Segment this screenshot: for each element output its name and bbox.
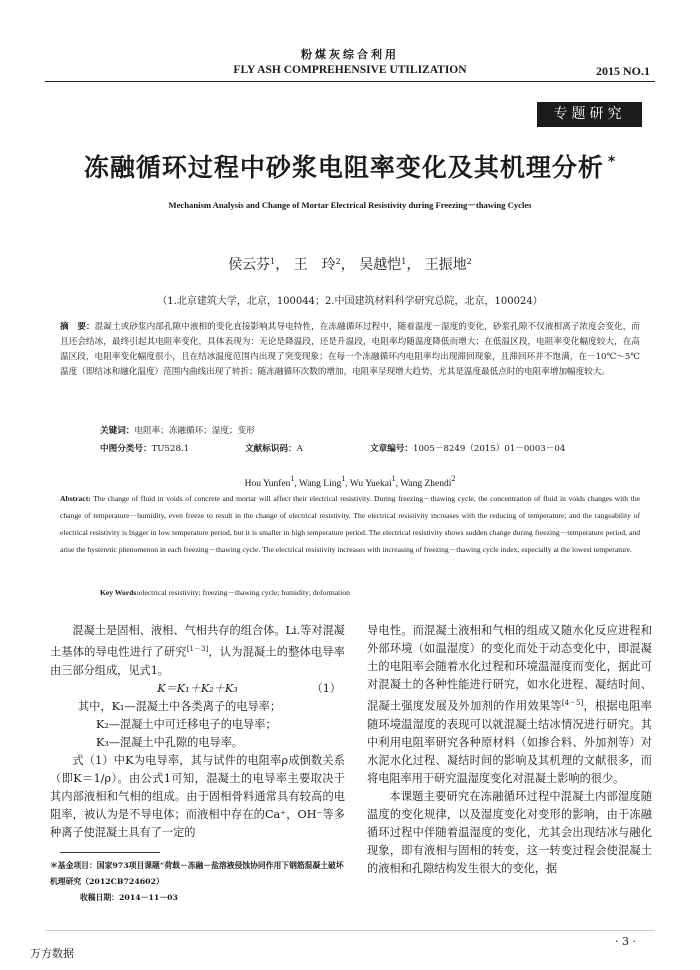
author-separator: ，	[275, 257, 290, 273]
keywords-text: 电阻率；冻融循环；湿度；变形	[134, 426, 255, 436]
paragraph	[367, 622, 652, 788]
author-affil-mark: 2	[335, 257, 341, 266]
definition-line: K₂—混凝土中可迁移电子的电导率；	[96, 717, 277, 731]
title-footnote-mark: *	[607, 154, 617, 170]
author-name: 王 玲	[293, 257, 336, 273]
author-list-cn	[0, 254, 700, 274]
section-tag: 专题研究	[537, 102, 642, 127]
author-name-en: Wang Zhendi	[400, 479, 452, 489]
keywords-label: 关键词：	[100, 426, 135, 436]
citation: [1－3]	[186, 645, 209, 653]
page-number: · 3 ·	[615, 935, 636, 948]
author-separator: ，	[340, 257, 355, 273]
article-no-label: 文章编号：	[370, 444, 413, 454]
abstract-label: 摘 要：	[60, 322, 95, 332]
keywords-text-en: electrical resistivity; freezing－thawing cycle; humidity; deformation	[138, 588, 350, 597]
paragraph	[50, 622, 345, 680]
author-affil-mark: 1	[270, 257, 276, 266]
author-separator: ，	[406, 257, 421, 273]
footnote	[50, 858, 350, 906]
keywords-label-en: Key Words:	[100, 588, 139, 597]
keywords-en	[100, 587, 350, 598]
abstract-text: 混凝土或砂浆内部孔隙中液相的变化直接影响其导电特性，在冻融循环过程中，随着温度－湿度的变化，砂浆孔隙不仅液相离子浓度会变化，而且还会结冰，最终引起其电阻率变化，具体表现为：无论是降温段，还是升温段，电阻率均随温度降低而增大；在低温区段，电阻率变化幅度较大，在高温区段，电阻率变化幅度很小，且在结冰温度范围内出现了突变现象；在每一个冻融循环内电阻率均出现滞回现象，且滞回环并不饱满，在－10℃～5℃温度（即结冰和融化温度）范围内曲线出现了转折；随冻融循环次数的增加，电阻率呈现增大趋势，尤其是温度最低点时的电阻率增加幅度较大。	[60, 322, 640, 377]
equation	[50, 680, 345, 698]
equation-text: K＝K₁＋K₂＋K₃	[157, 681, 238, 695]
author-affil-mark: 2	[451, 474, 456, 483]
clc-label: 中图分类号：	[100, 444, 152, 454]
author-separator: ,	[345, 479, 350, 489]
author-separator: ,	[294, 479, 299, 489]
watermark: 万方数据	[30, 947, 74, 960]
journal-name-en: FLY ASH COMPREHENSIVE UTILIZATION	[233, 64, 467, 76]
doc-code-label: 文献标识码：	[245, 444, 297, 454]
citation: [4－5]	[561, 699, 584, 707]
fund-note: ＊基金项目：国家973项目课题“荷载－冻融－盐溶液侵蚀协同作用下钢筋混凝土破坏机理研究（2012CB724602）	[50, 861, 344, 886]
definition-line: K₃—混凝土中孔隙的电导率。	[96, 735, 244, 749]
paragraph-text: ，根据电阻率随环境温湿度的表现可以就混凝土结冰情况进行研究。其中利用电阻率研究各种原材料（如掺合料、外加剂等）对水泥水化过程、凝结时间的影响及其机理的文献很多，而将电阻率用于研究温湿度变化对混凝土影响的很少。	[367, 699, 652, 785]
keywords-cn	[100, 424, 255, 436]
author-name: 吴越恺	[359, 257, 402, 273]
affiliation-cn: （1.北京建筑大学，北京，100044；2.中国建筑材料科学研究总院，北京，100024）	[157, 296, 543, 307]
doc-code-value: A	[296, 444, 303, 454]
author-name-en: Wang Ling	[299, 479, 342, 489]
issue-number: 2015 NO.1	[596, 64, 650, 78]
paragraph-text: 混凝土是固相、液相、气相共存的组合体。Li.等对混凝土基体的导电性进行了研究	[50, 624, 345, 659]
received-date: 收稿日期：2014－11－03	[80, 893, 178, 902]
abstract-en	[60, 490, 640, 558]
clc-value: TU528.1	[151, 444, 190, 454]
author-affil-mark: 1	[401, 257, 407, 266]
abstract-text-en: The change of fluid in voids of concrete and mortar will affect their electrical resistivity. During freezing－thawing cycle, the concentration of fluid in voids changes with the change of temperature－humidity, even freeze to result in the change of electrical resistivity. The electrical resistivity increases with the reducing of temperature; and the rangeability of electrical resistivity is bigger in low temperature period, but it is smaller in high temperature period. The electrical resistivity shows sudden change during freezing－temperature period, and arise the hysteretic phenomenon in each freezing－thawing cycle. The electrical resistivity increases with increasing of freezing－thawing cycle index, especially at the lowest temperature.	[60, 494, 640, 554]
author-separator: ,	[395, 479, 401, 489]
author-name: 王振地	[424, 257, 467, 273]
footnote-divider	[60, 852, 160, 853]
body-column-right	[367, 622, 652, 878]
author-name: 侯云芬	[228, 257, 271, 273]
paragraph: 式（1）中K为电导率，其与试件的电阻率ρ成倒数关系（即K＝1/ρ）。由公式1可知，混凝土的电导率主要取决于其内部液相和气相的组成。由于固相骨料通常具有较高的电阻率，被认为是不导电体；而液相中存在的Ca⁺，OH⁻等多种离子使混凝土具有了一定的	[50, 753, 345, 839]
author-affil-mark: 1	[290, 474, 295, 483]
abstract-label-en: Abstract:	[60, 494, 91, 503]
abstract-cn	[60, 320, 640, 380]
article-title-en: Mechanism Analysis and Change of Mortar Electrical Resistivity during Freezing－thawing Cycles	[168, 200, 532, 210]
header-divider	[45, 81, 655, 82]
author-affil-mark: 2	[466, 257, 472, 266]
author-affil-mark: 1	[341, 474, 346, 483]
author-name-en: Hou Yunfen	[244, 479, 291, 489]
definition-line: 其中，K₁—混凝土中各类离子的电导率；	[78, 699, 282, 713]
equation-number: （1）	[311, 681, 341, 695]
paragraph-text: 导电性。而混凝土液相和气相的组成又随水化反应进程和外部环境（如温湿度）的变化而处于动态变化中，即混凝土的电阻率会随着水化过程和环境温湿度而变化，据此可对混凝土的各种性能进行研究，如水化进程、凝结时间、混凝土强度发展及外加剂的作用效果等	[367, 624, 652, 713]
body-column-left	[50, 622, 345, 842]
paragraph-text: ，认为混凝土的整体电导率由三部分组成，见式1。	[50, 645, 345, 677]
page-bottom-divider	[45, 930, 655, 931]
journal-name-cn: 粉煤灰综合利用	[301, 48, 399, 61]
paragraph: 本课题主要研究在冻融循环过程中混凝土内部湿度随温度的变化规律，以及湿度变化对变形的影响，由于冻融循环过程中伴随着温湿度的变化，尤其会出现结冰与融化现象，即有液相与固相的转变，这一转变过程会使混凝土的液相和孔隙结构发生很大的变化，据	[367, 789, 652, 875]
title-text: 冻融循环过程中砂浆电阻率变化及其机理分析	[83, 153, 604, 182]
article-no-value: 1005－8249（2015）01－0003－04	[412, 444, 566, 454]
article-title-cn	[0, 148, 700, 184]
author-name-en: Wu Yuekai	[349, 479, 392, 489]
author-list-en	[0, 474, 700, 489]
author-affil-mark: 1	[391, 474, 396, 483]
classification-row	[100, 442, 640, 454]
